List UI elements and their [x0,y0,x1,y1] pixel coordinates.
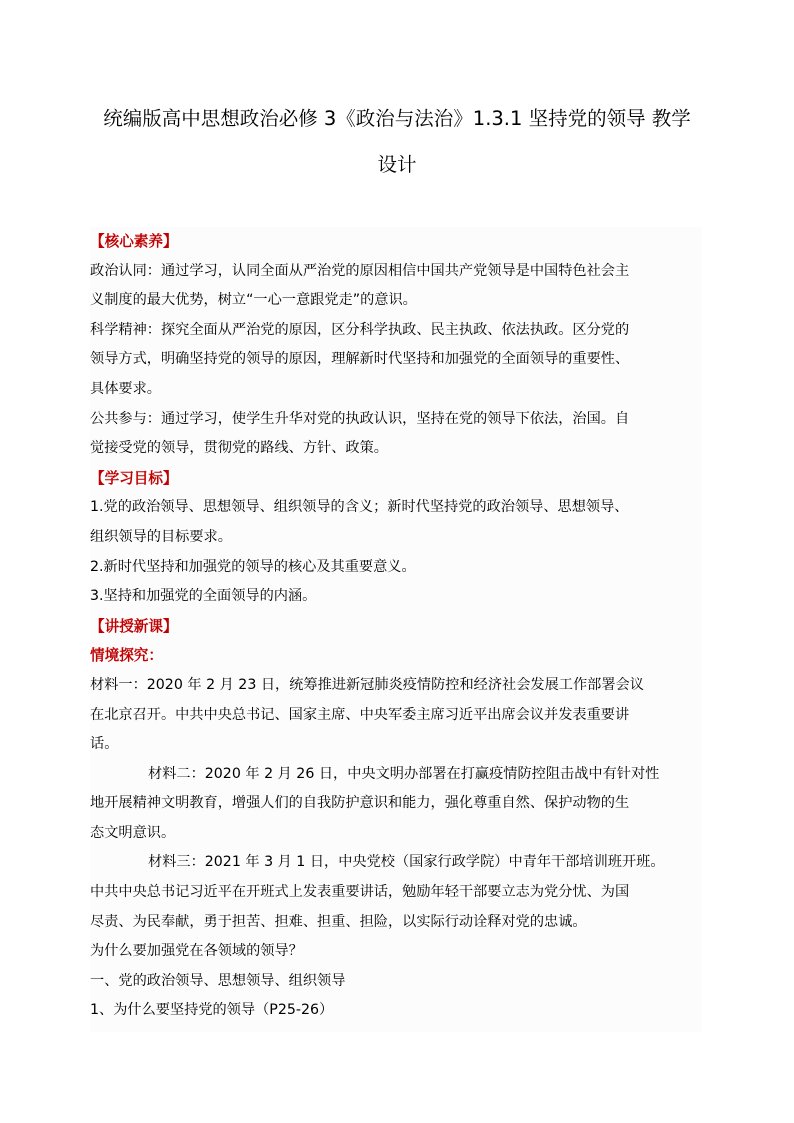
inquiry-question: 为什么要加强党在各领域的领导？ [90,943,303,960]
section-one-heading: 一、党的政治领导、思想领导、组织领导 [90,972,346,989]
material-1-line-1: 材料一：2020 年 2 月 23 日，统筹推进新冠肺炎疫情防控和经济社会发展工作部署会议 [90,676,644,693]
goal-3: 3.坚持和加强党的全面领导的内涵。 [90,588,317,605]
core-political-identity-line-1: 政治认同：通过学习，认同全面从严治党的原因相信中国共产党领导是中国特色社会主 [90,262,630,279]
heading-learning-goals: 【学习目标】 [90,469,178,487]
core-public-participation-line-1: 公共参与：通过学习，使学生升华对党的执政认识，坚持在党的领导下依法，治国。自 [90,410,630,427]
title-line-2: 设计 [377,153,417,176]
subsection-1-heading: 1、为什么要坚持党的领导（P25-26） [90,1002,334,1019]
goal-2: 2.新时代坚持和加强党的领导的核心及其重要意义。 [90,558,416,575]
material-2-line-1: 材料二：2020 年 2 月 26 日，中央文明办部署在打赢疫情防控阻击战中有针对性 [148,765,660,782]
material-2-line-2: 地开展精神文明教育，增强人们的自我防护意识和能力，强化尊重自然、保护动物的生 [90,795,630,812]
core-scientific-spirit-line-1: 科学精神：探究全面从严治党的原因，区分科学执政、民主执政、依法执政。区分党的 [90,321,630,338]
material-3-line-1: 材料三：2021 年 3 月 1 日，中央党校（国家行政学院）中青年干部培训班开班。 [148,854,665,871]
material-1-line-3: 话。 [90,736,119,753]
material-3-line-2: 中共中央总书记习近平在开班式上发表重要讲话，勉励年轻干部要立志为党分忧、为国 [90,884,630,901]
material-1-line-2: 在北京召开。中共中央总书记、国家主席、中央军委主席习近平出席会议并发表重要讲 [90,706,630,723]
material-2-line-3: 态文明意识。 [90,824,176,841]
core-political-identity-line-2: 义制度的最大优势，树立“一心一意跟党走”的意识。 [90,292,417,309]
core-scientific-spirit-line-2: 领导方式，明确坚持党的领导的原因，理解新时代坚持和加强党的全面领导的重要性、 [90,351,630,368]
goal-1-line-1: 1.党的政治领导、思想领导、组织领导的含义；新时代坚持党的政治领导、思想领导、 [90,499,629,516]
core-scientific-spirit-line-3: 具体要求。 [90,380,161,397]
heading-new-lesson: 【讲授新课】 [90,617,178,635]
document-body [90,227,702,1032]
heading-core-literacy: 【核心素养】 [90,233,178,250]
title-line-1: 统编版高中思想政治必修 3《政治与法治》1.3.1 坚持党的领导 教学 [103,107,691,130]
goal-1-line-2: 组织领导的目标要求。 [90,528,232,545]
heading-scenario-inquiry: 情境探究： [90,647,163,665]
material-3-line-3: 尽责、为民奉献，勇于担苦、担难、担重、担险，以实际行动诠释对党的忠诚。 [90,913,587,930]
document-title [80,96,714,188]
core-public-participation-line-2: 觉接受党的领导，贯彻党的路线、方针、政策。 [90,440,388,457]
